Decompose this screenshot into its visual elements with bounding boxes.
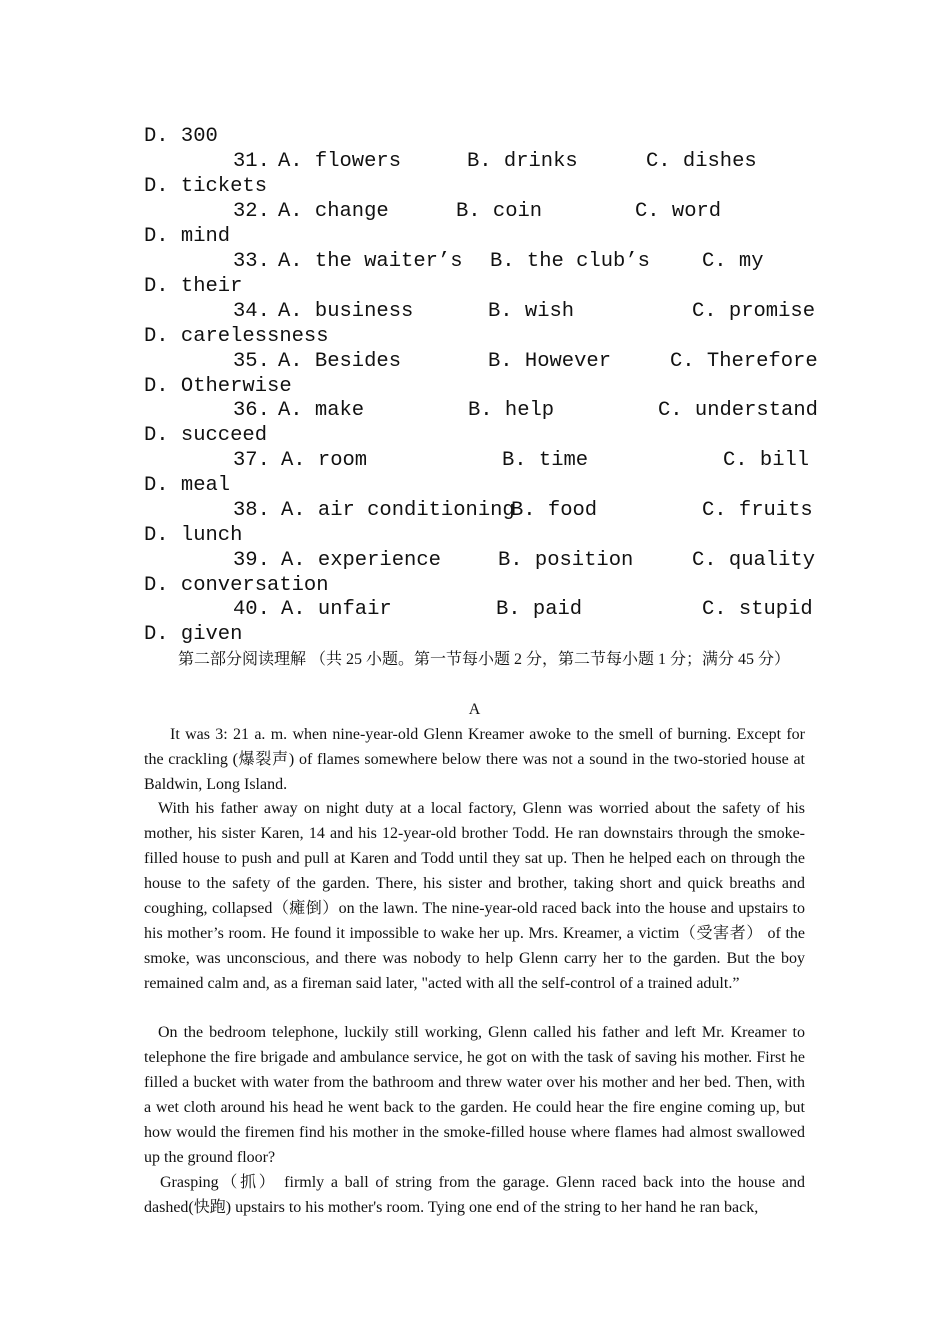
option-c: C. promise (692, 300, 816, 323)
question-number: 34. (233, 300, 270, 323)
passage-label: A (468, 701, 481, 718)
option-d: D. tickets (144, 175, 268, 198)
question-number: 33. (233, 250, 270, 273)
question-number: 31. (233, 150, 270, 173)
option-d: D. their (144, 275, 243, 298)
option-c: C. dishes (646, 150, 757, 173)
option-b: B. wish (488, 300, 575, 323)
option-b: B. drinks (467, 150, 578, 173)
question-number: 36. (233, 399, 270, 422)
option-a: A. room (281, 449, 368, 472)
option-d: D. given (144, 623, 243, 646)
question-number: 32. (233, 200, 270, 223)
option-b: B. help (468, 399, 555, 422)
option-d: D. carelessness (144, 325, 329, 348)
paragraph-1: It was 3: 21 a. m. when nine-year-old Glenn Kreamer awoke to the smell of burning. Except for the crackling (爆裂声) of flames somewhere below there was not a sound in the two-storied house at Baldwin, Long Island. (144, 726, 805, 793)
option-a: A. make (278, 399, 365, 422)
paragraph-4: Grasping（抓） firmly a ball of string from the garage. Glenn raced back into the house and dashed(快跑) upstairs to his mother's room. Tying one end of the string to her hand he ran back, (144, 1174, 805, 1216)
option-c: C. Therefore (670, 350, 818, 373)
option-d-30: D. 300 (144, 125, 218, 148)
option-c: C. word (635, 200, 722, 223)
paragraph-3: On the bedroom telephone, luckily still working, Glenn called his father and left Mr. Kreamer to telephone the fire brigade and ambulance service, he got on with the task of saving his mother. First he filled a bucket with water from the bathroom and threw water over his mother and her bed. Then, with a wet cloth around his head he went back to the garden. He could hear the fire engine coming up, but how would the firemen find his mother in the smoke-filled house where flames had almost swallowed up the ground floor? (144, 1024, 805, 1166)
option-a: A. unfair (281, 598, 392, 621)
section-heading: 第二部分阅读理解 （共 25 小题。第一节每小题 2 分，第二节每小题 1 分；满分 45 分） (178, 651, 791, 668)
option-d: D. mind (144, 225, 231, 248)
question-number: 38. (233, 499, 270, 522)
option-a: A. experience (281, 549, 441, 572)
option-a: A. Besides (278, 350, 402, 373)
question-number: 40. (233, 598, 270, 621)
option-a: A. the waiter’s (278, 250, 463, 273)
option-b: B. the club’s (490, 250, 650, 273)
option-c: C. quality (692, 549, 816, 572)
option-a: A. business (278, 300, 414, 323)
option-b: B. time (502, 449, 589, 472)
option-a: A. flowers (278, 150, 402, 173)
option-c: C. stupid (702, 598, 813, 621)
option-b: B. However (488, 350, 612, 373)
option-b: B. coin (456, 200, 543, 223)
question-number: 35. (233, 350, 270, 373)
option-b: B. paid (496, 598, 583, 621)
option-d: D. meal (144, 474, 231, 497)
option-d: D. Otherwise (144, 375, 292, 398)
option-c: C. fruits (702, 499, 813, 522)
option-c: C. my (702, 250, 764, 273)
paragraph-2: With his father away on night duty at a local factory, Glenn was worried about the safety of his mother, his sister Karen, 14 and his 12-year-old brother Todd. He ran downstairs through the smoke-filled house to push and pull at Karen and Todd until they sat up. Then he helped each on through the house to the safety of the garden. There, his sister and brother, taking short and quick breaths and coughing, collapsed（瘫倒）on the lawn. The nine-year-old raced back into the house and upstairs to his mother’s room. He found it impossible to wake her up. Mrs. Kreamer, a victim（受害者） of the smoke, was unconscious, and there was nobody to help Glenn carry her to the garden. But the boy remained calm and, as a fireman said later, "acted with all the self-control of a trained adult.” (144, 800, 805, 992)
option-b: B. food (511, 499, 598, 522)
option-d: D. succeed (144, 424, 268, 447)
option-b: B. position (498, 549, 634, 572)
option-a: A. air conditioning (281, 499, 515, 522)
option-c: C. bill (723, 449, 810, 472)
question-number: 39. (233, 549, 270, 572)
option-d: D. conversation (144, 574, 329, 597)
option-d: D. lunch (144, 524, 243, 547)
option-a: A. change (278, 200, 389, 223)
question-number: 37. (233, 449, 270, 472)
option-c: C. understand (658, 399, 818, 422)
